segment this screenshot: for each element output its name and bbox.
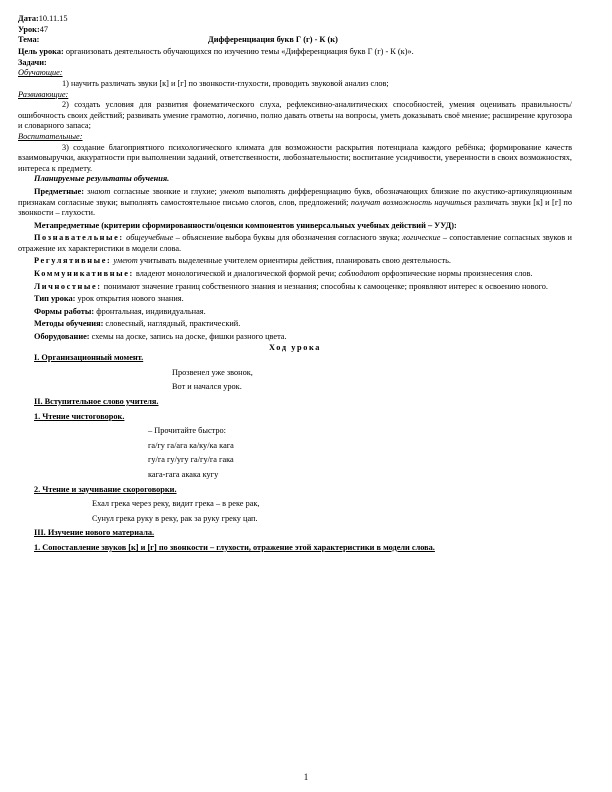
goal-label: Цель урока: xyxy=(18,47,64,57)
lesson-line xyxy=(18,25,572,36)
item-3: 1. Сопоставление звуков [к] и [г] по звонкости – глухости, отражение этой характеристики в модели слова. xyxy=(34,542,435,552)
date-label: Дата: xyxy=(18,14,39,23)
lesson-value: 47 xyxy=(39,24,49,34)
item-1: 1. Чтение чистоговорок. xyxy=(34,411,125,421)
poem-line-1: Прозвенел уже звонок, xyxy=(172,367,253,377)
lesson-label: Урок: xyxy=(18,24,40,34)
date-value: 10.11.15 xyxy=(38,14,68,23)
teaching-methods: Методы обучения: словесный, наглядный, практический. xyxy=(34,319,241,329)
upb-label: Воспитательные: xyxy=(18,131,83,141)
document-page xyxy=(18,14,572,554)
planned-results-heading: Планируемые результаты обучения. xyxy=(34,174,170,184)
subject-results: Предметные: знают согласные звонкие и глухие; умеют выполнять дифференциацию букв, обозначающих близкие по акустико-артикуляционным признакам согласные звуки; выполнять самостоятельное письмо слогов, слов, предложений; получат возможность научиться различать звуки [к] и [г] по звонкости – глухости. xyxy=(18,186,573,218)
poem-line-2: Вот и начался урок. xyxy=(172,382,242,392)
read-line: гу/га гу/угу га/гу/га гака xyxy=(148,455,234,465)
cognitive-results: Познавательные: общеучебные – объяснение выбора буквы для обозначения согласного звука; логические – сопоставление согласных звуков и отражение их характеристики в модели слова. xyxy=(18,233,573,253)
communicative-results: Коммуникативные: владеют монологической и диалогической формой речи; соблюдают орфоэпические нормы произнесения слов. xyxy=(34,269,533,279)
topic-value: Дифференциация букв Г (г) - К (к) xyxy=(208,35,338,45)
stage-2: II. Вступительное слово учителя. xyxy=(34,397,159,406)
date-line xyxy=(18,14,572,25)
read-prompt: – Прочитайте быстро: xyxy=(148,426,226,436)
meta-results-heading: Метапредметные (критерии сформированности/оценки компонентов универсальных учебных действий – УУД): xyxy=(34,220,457,230)
course-title: Ход урока xyxy=(268,342,322,352)
dev-label: Развивающие: xyxy=(18,89,69,99)
lesson-type: Тип урока: урок открытия нового знания. xyxy=(34,294,184,304)
regulatory-results: Регулятивные: умеют учитывать выделенные учителем ориентиры действия, планировать свою деятельность. xyxy=(34,256,451,266)
read-line: га/гу га/ага ка/ку/ка кага xyxy=(148,440,234,450)
edu-label: Обучающие: xyxy=(18,68,63,78)
work-forms: Формы работы: фронтальная, индивидуальная. xyxy=(34,306,206,316)
tasks-label: Задачи: xyxy=(18,57,47,67)
dev-text: 2) создать условия для развития фонематического слуха, рефлексивно-аналитических способностей, умения оценивать правильность/ошибочность своих действий; развивать умение грамотно, логично, полно давать ответы на вопросы, уметь доказывать своё мнение; расширение кругозора и словарного запаса; xyxy=(18,100,572,131)
topic-line xyxy=(18,35,572,47)
tongue-twister-line-2: Сунул грека руку в реку, рак за руку греку цап. xyxy=(92,513,258,523)
page-number: 1 xyxy=(303,772,309,782)
tongue-twister-line-1: Ехал грека через реку, видит грека – в реке рак, xyxy=(92,499,260,509)
personal-results: Личностные: понимают значение границ собственного знания и незнания; способны к самооценке; проявляют интерес к освоению нового. xyxy=(34,281,549,291)
goal-line xyxy=(18,47,572,58)
topic-label: Тема: xyxy=(18,35,40,45)
stage-3: III. Изучение нового материала. xyxy=(34,528,155,538)
edu-text: 1) научить различать звуки [к] и [г] по звонкости-глухости, проводить звуковой анализ слов; xyxy=(62,78,389,88)
goal-text: организовать деятельность обучающихся по изучению темы «Дифференциация букв Г (г) - К (к)». xyxy=(65,47,414,57)
stage-1: I. Организационный момент. xyxy=(34,353,144,363)
read-line: кага-гага акака кугу xyxy=(148,469,219,479)
equipment: Оборудование: схемы на доске, запись на доске, фишки разного цвета. xyxy=(34,332,287,342)
item-2: 2. Чтение и заучивание скороговорки. xyxy=(34,484,177,494)
upb-text: 3) создание благоприятного психологического климата для возможности раскрытия потенциала каждого ребёнка; формирование качеств взаимовыручки, аккуратности при выполнении заданий, ответственности, любознательности; воспитание усидчивости, уверенности в своих возможностях, интереса к предмету. xyxy=(18,142,572,173)
